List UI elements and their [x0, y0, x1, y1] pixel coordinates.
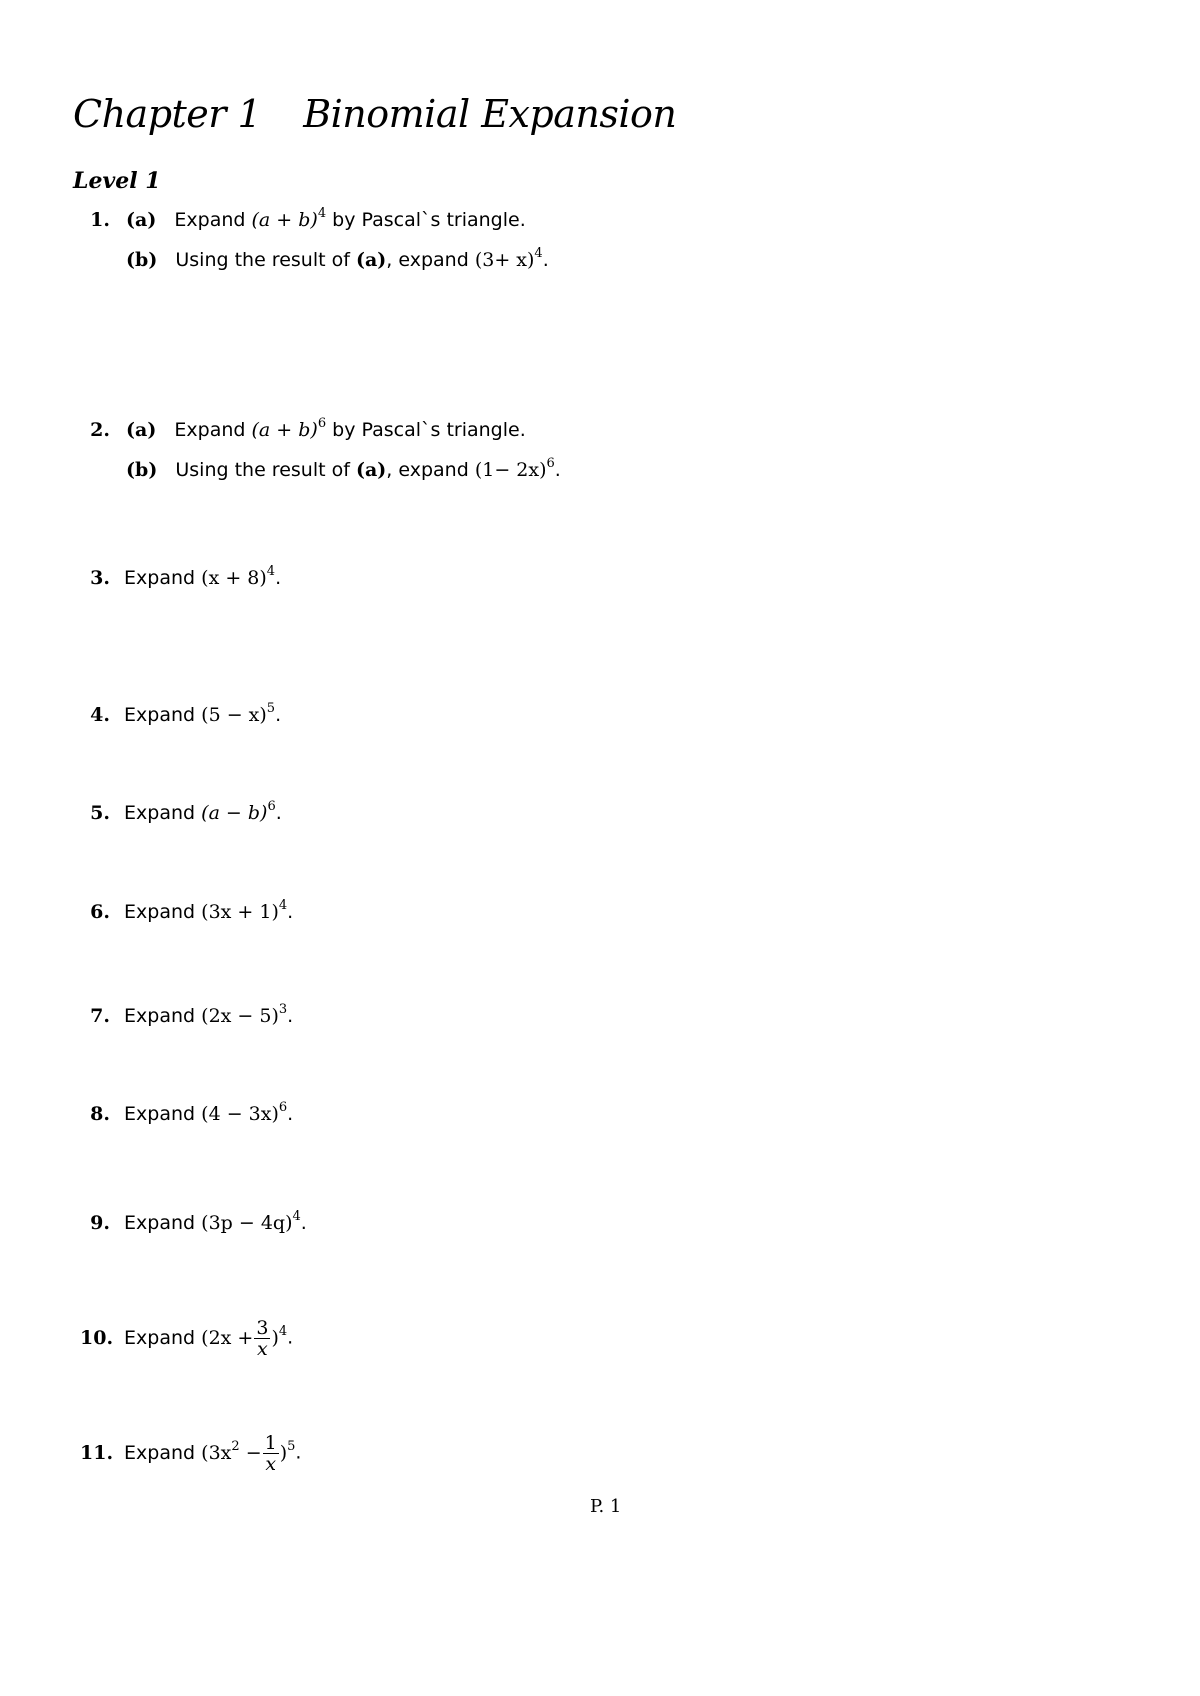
math-expression: [474, 456, 555, 481]
fraction: [254, 1318, 270, 1359]
question-text-post: by Pascal`s triangle.: [332, 209, 526, 231]
question-number: 1.: [90, 209, 110, 231]
chapter-title: [73, 92, 676, 136]
math-expression: [201, 1317, 288, 1360]
period: .: [275, 567, 282, 589]
fraction-numerator: 1: [264, 1432, 277, 1454]
question-text: Expand: [124, 802, 196, 824]
question-1a: [80, 208, 526, 232]
question-text: Expand: [124, 704, 196, 726]
part-label: (a): [126, 209, 157, 231]
question-text-mid: , expand: [386, 249, 469, 271]
period: .: [287, 1005, 294, 1027]
question-number: 3.: [90, 567, 110, 589]
question-number: 9.: [90, 1212, 110, 1234]
fraction: [263, 1433, 279, 1474]
period: .: [275, 802, 282, 824]
exponent: 6: [278, 1100, 288, 1115]
period: .: [287, 1103, 294, 1125]
question-number: 8.: [90, 1103, 110, 1125]
question-number: 6.: [90, 901, 110, 923]
question-number: 11.: [80, 1441, 114, 1464]
question-text: Expand: [174, 209, 246, 231]
question-text: Expand: [124, 1441, 196, 1464]
period: .: [300, 1212, 307, 1234]
question-text: Expand: [124, 1005, 196, 1027]
expr: (3p − 4q): [201, 1212, 293, 1234]
question-text-post: by Pascal`s triangle.: [332, 419, 526, 441]
period: .: [287, 901, 294, 923]
page-number: P. 1: [590, 1496, 622, 1517]
period: .: [287, 1326, 294, 1349]
expr: (4 − 3x): [201, 1103, 279, 1125]
expr: (3+ x): [474, 249, 535, 271]
question-7: [80, 1004, 293, 1028]
exponent: 4: [317, 206, 327, 221]
part-reference: (a): [355, 249, 387, 271]
period: .: [295, 1441, 302, 1464]
part-label: (a): [126, 419, 157, 441]
expr: (1− 2x): [474, 459, 547, 481]
exponent: 4: [278, 1323, 288, 1339]
question-text: Expand: [124, 901, 196, 923]
question-4: [80, 703, 281, 727]
exponent: 6: [267, 799, 276, 814]
math-expression: [251, 206, 327, 231]
expr: ): [271, 1326, 279, 1349]
question-text: Expand: [124, 1212, 196, 1234]
expr: (a + b): [251, 419, 318, 441]
question-5: [80, 801, 282, 825]
question-8: [80, 1102, 293, 1126]
question-2a: [80, 418, 526, 442]
inner-exponent: 2: [231, 1438, 240, 1454]
expr: (a + b): [251, 209, 318, 231]
exponent: 4: [278, 898, 288, 913]
question-number: 4.: [90, 704, 110, 726]
question-number: 7.: [90, 1005, 110, 1027]
exponent: 5: [266, 701, 276, 716]
exponent: 4: [292, 1209, 301, 1224]
expr: ): [279, 1441, 288, 1464]
fraction-denominator: x: [257, 1338, 268, 1360]
question-11: [80, 1433, 301, 1474]
question-number: 10.: [80, 1326, 114, 1349]
chapter-label: Chapter 1: [73, 92, 262, 136]
question-number: 5.: [90, 802, 110, 824]
fraction-numerator: 3: [256, 1317, 269, 1339]
part-label: (b): [126, 249, 158, 271]
question-text: Using the result of: [175, 459, 350, 481]
question-6: [80, 900, 293, 924]
part-label: (b): [126, 459, 158, 481]
math-expression: [201, 701, 276, 726]
question-text: Expand: [124, 567, 196, 589]
exponent: 5: [287, 1438, 296, 1454]
expr: (2x +: [201, 1326, 254, 1349]
expr: (3x + 1): [201, 901, 279, 923]
exponent: 6: [546, 456, 555, 471]
chapter-name: Binomial Expansion: [303, 92, 677, 136]
exponent: 4: [266, 564, 276, 579]
math-expression: [201, 1432, 296, 1475]
question-text: Using the result of: [175, 249, 350, 271]
question-text: Expand: [174, 419, 246, 441]
question-9: [80, 1211, 307, 1235]
math-expression: [201, 898, 288, 923]
question-10: [80, 1318, 293, 1359]
period: .: [554, 459, 561, 481]
math-expression: [251, 416, 327, 441]
math-expression: [201, 564, 276, 589]
expr: (x + 8): [201, 567, 267, 589]
level-heading: Level 1: [73, 168, 161, 194]
exponent: 3: [278, 1002, 288, 1017]
math-expression: [201, 1209, 301, 1234]
period: .: [275, 704, 282, 726]
math-expression: [201, 1002, 288, 1027]
period: .: [542, 249, 549, 271]
question-text-mid: , expand: [386, 459, 469, 481]
fraction-denominator: x: [265, 1453, 277, 1475]
expr: (5 − x): [201, 704, 267, 726]
question-1b: [80, 248, 549, 272]
exponent: 4: [534, 246, 543, 261]
expr: (3x: [201, 1441, 232, 1464]
math-expression: [201, 799, 276, 824]
exponent: 6: [317, 416, 327, 431]
part-reference: (a): [355, 459, 387, 481]
expr: (a − b): [201, 802, 268, 824]
expr: −: [239, 1441, 262, 1464]
math-expression: [474, 246, 543, 271]
question-2b: [80, 458, 561, 482]
question-number: 2.: [90, 419, 110, 441]
question-text: Expand: [124, 1326, 196, 1349]
expr: (2x − 5): [201, 1005, 279, 1027]
question-text: Expand: [124, 1103, 196, 1125]
math-expression: [201, 1100, 288, 1125]
question-3: [80, 566, 281, 590]
